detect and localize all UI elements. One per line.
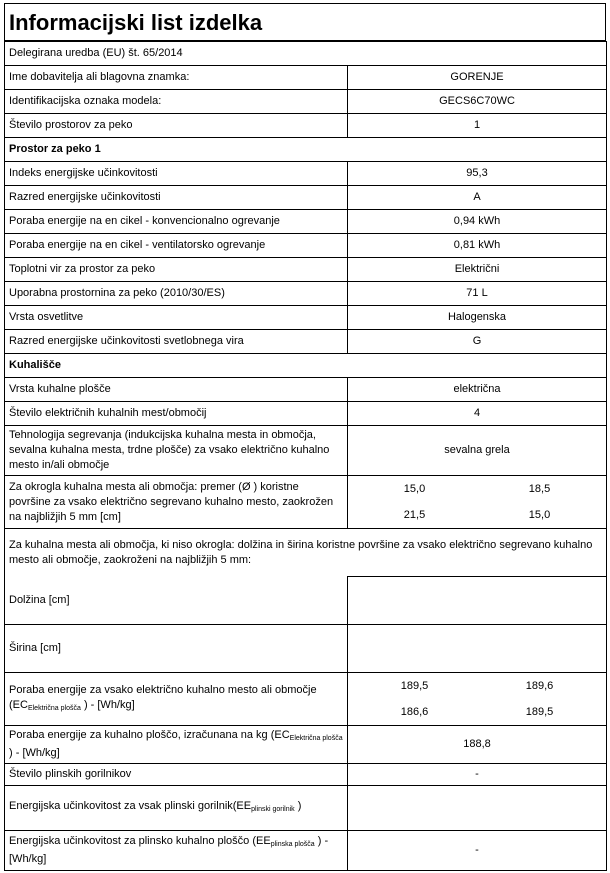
zone-diameter: 18,5 <box>528 483 551 495</box>
table-row <box>5 726 607 764</box>
row-label: Tehnologija segrevanja (indukcijska kuhalna mesta in območja, sevalna kuhalna mesta, trdne plošče) za vsako električno kuhalno mesto in/ali območje <box>5 426 348 476</box>
zone-diameter: 15,0 <box>403 483 426 495</box>
row-value: - <box>348 764 607 786</box>
section-heading: Kuhališče <box>5 354 607 378</box>
row-label: Širina [cm] <box>5 625 348 673</box>
table-row <box>5 90 607 114</box>
row-label: Število prostorov za peko <box>5 114 348 138</box>
row-value: 188,8 <box>348 726 607 764</box>
row-label: Dolžina [cm] <box>5 577 348 625</box>
row-value: GECS6C70WC <box>348 90 607 114</box>
product-information-sheet <box>4 3 606 871</box>
row-label: Število plinskih gorilnikov <box>5 764 348 786</box>
row-value <box>348 625 607 673</box>
zone-consumption: 186,6 <box>400 706 429 718</box>
row-value: Električni <box>348 258 607 282</box>
row-value: 4 <box>348 402 607 426</box>
row-label: Energijska učinkovitost za vsak plinski $gorilnik(EE_{plinski gorilnik}$ ) <box>5 786 348 831</box>
table-row <box>5 426 607 476</box>
row-label: Energijska učinkovitost za plinsko kuhalno ploščo ($EE_{plinska plošča}$ ) - [Wh/kg] <box>5 831 348 871</box>
section-row <box>5 138 607 162</box>
table-row <box>5 210 607 234</box>
row-value: električna <box>348 378 607 402</box>
row-label: Poraba energije za kuhalno ploščo, izračunana na kg ($EC_{Električna plošča}$ ) - [Wh/kg] <box>5 726 348 764</box>
row-label: Poraba energije na en cikel - konvencionalno ogrevanje <box>5 210 348 234</box>
row-values <box>348 673 607 726</box>
table-row <box>5 114 607 138</box>
zone-diameter: 21,5 <box>403 509 426 521</box>
data-table <box>4 41 607 871</box>
page-title: Informacijski list izdelka <box>4 3 606 41</box>
row-label: Identifikacijska oznaka modela: <box>5 90 348 114</box>
zone-consumption: 189,5 <box>400 680 429 692</box>
table-row <box>5 625 607 673</box>
row-label: Indeks energijske učinkovitosti <box>5 162 348 186</box>
table-row <box>5 66 607 90</box>
table-row <box>5 378 607 402</box>
table-row <box>5 330 607 354</box>
table-row <box>5 306 607 330</box>
row-value: Halogenska <box>348 306 607 330</box>
row-label: Toplotni vir za prostor za peko <box>5 258 348 282</box>
table-row <box>5 234 607 258</box>
table-row <box>5 282 607 306</box>
table-row <box>5 831 607 871</box>
subtitle: Delegirana uredba (EU) št. 65/2014 <box>5 42 607 66</box>
row-value <box>348 577 607 625</box>
zone-consumption: 189,6 <box>525 680 554 692</box>
row-label: Uporabna prostornina za peko (2010/30/ES) <box>5 282 348 306</box>
table-row <box>5 162 607 186</box>
row-value: 0,81 kWh <box>348 234 607 258</box>
row-label: Poraba energije na en cikel - ventilatorsko ogrevanje <box>5 234 348 258</box>
row-label: Vrsta kuhalne plošče <box>5 378 348 402</box>
table-row <box>5 476 607 529</box>
row-value: 71 L <box>348 282 607 306</box>
row-values <box>348 476 607 529</box>
row-label: Vrsta osvetlitve <box>5 306 348 330</box>
table-row <box>5 786 607 831</box>
row-value: - <box>348 831 607 871</box>
table-row <box>5 577 607 625</box>
row-label: Razred energijske učinkovitosti svetlobnega vira <box>5 330 348 354</box>
table-row <box>5 673 607 726</box>
row-label: Razred energijske učinkovitosti <box>5 186 348 210</box>
row-value: GORENJE <box>348 66 607 90</box>
table-row <box>5 186 607 210</box>
table-row <box>5 529 607 577</box>
table-row <box>5 258 607 282</box>
row-value: 1 <box>348 114 607 138</box>
row-label: Poraba energije za vsako električno kuhalno mesto ali območje ($EC_{Električna plošča}$ ) - [Wh/kg] <box>5 673 348 726</box>
zone-diameter: 15,0 <box>528 509 551 521</box>
zone-consumption: 189,5 <box>525 706 554 718</box>
row-value <box>348 786 607 831</box>
table-row <box>5 764 607 786</box>
row-value: 95,3 <box>348 162 607 186</box>
subtitle-row <box>5 42 607 66</box>
section-row <box>5 354 607 378</box>
row-label: Za okrogla kuhalna mesta ali območja: premer (Ø ) koristne površine za vsako električno segrevano kuhalno mesto, zaokrožen na najbližjih 5 mm [cm] <box>5 476 348 529</box>
row-value: 0,94 kWh <box>348 210 607 234</box>
section-heading: Prostor za peko 1 <box>5 138 607 162</box>
row-label: Za kuhalna mesta ali območja, ki niso okrogla: dolžina in širina koristne površine za vsako električno segrevano kuhalno mesto ali območje, zaokroženi na najbližjih 5 mm: <box>5 529 607 577</box>
row-value: sevalna grela <box>348 426 607 476</box>
row-label: Ime dobavitelja ali blagovna znamka: <box>5 66 348 90</box>
row-value: G <box>348 330 607 354</box>
table-row <box>5 402 607 426</box>
row-value: A <box>348 186 607 210</box>
row-label: Število električnih kuhalnih mest/območij <box>5 402 348 426</box>
